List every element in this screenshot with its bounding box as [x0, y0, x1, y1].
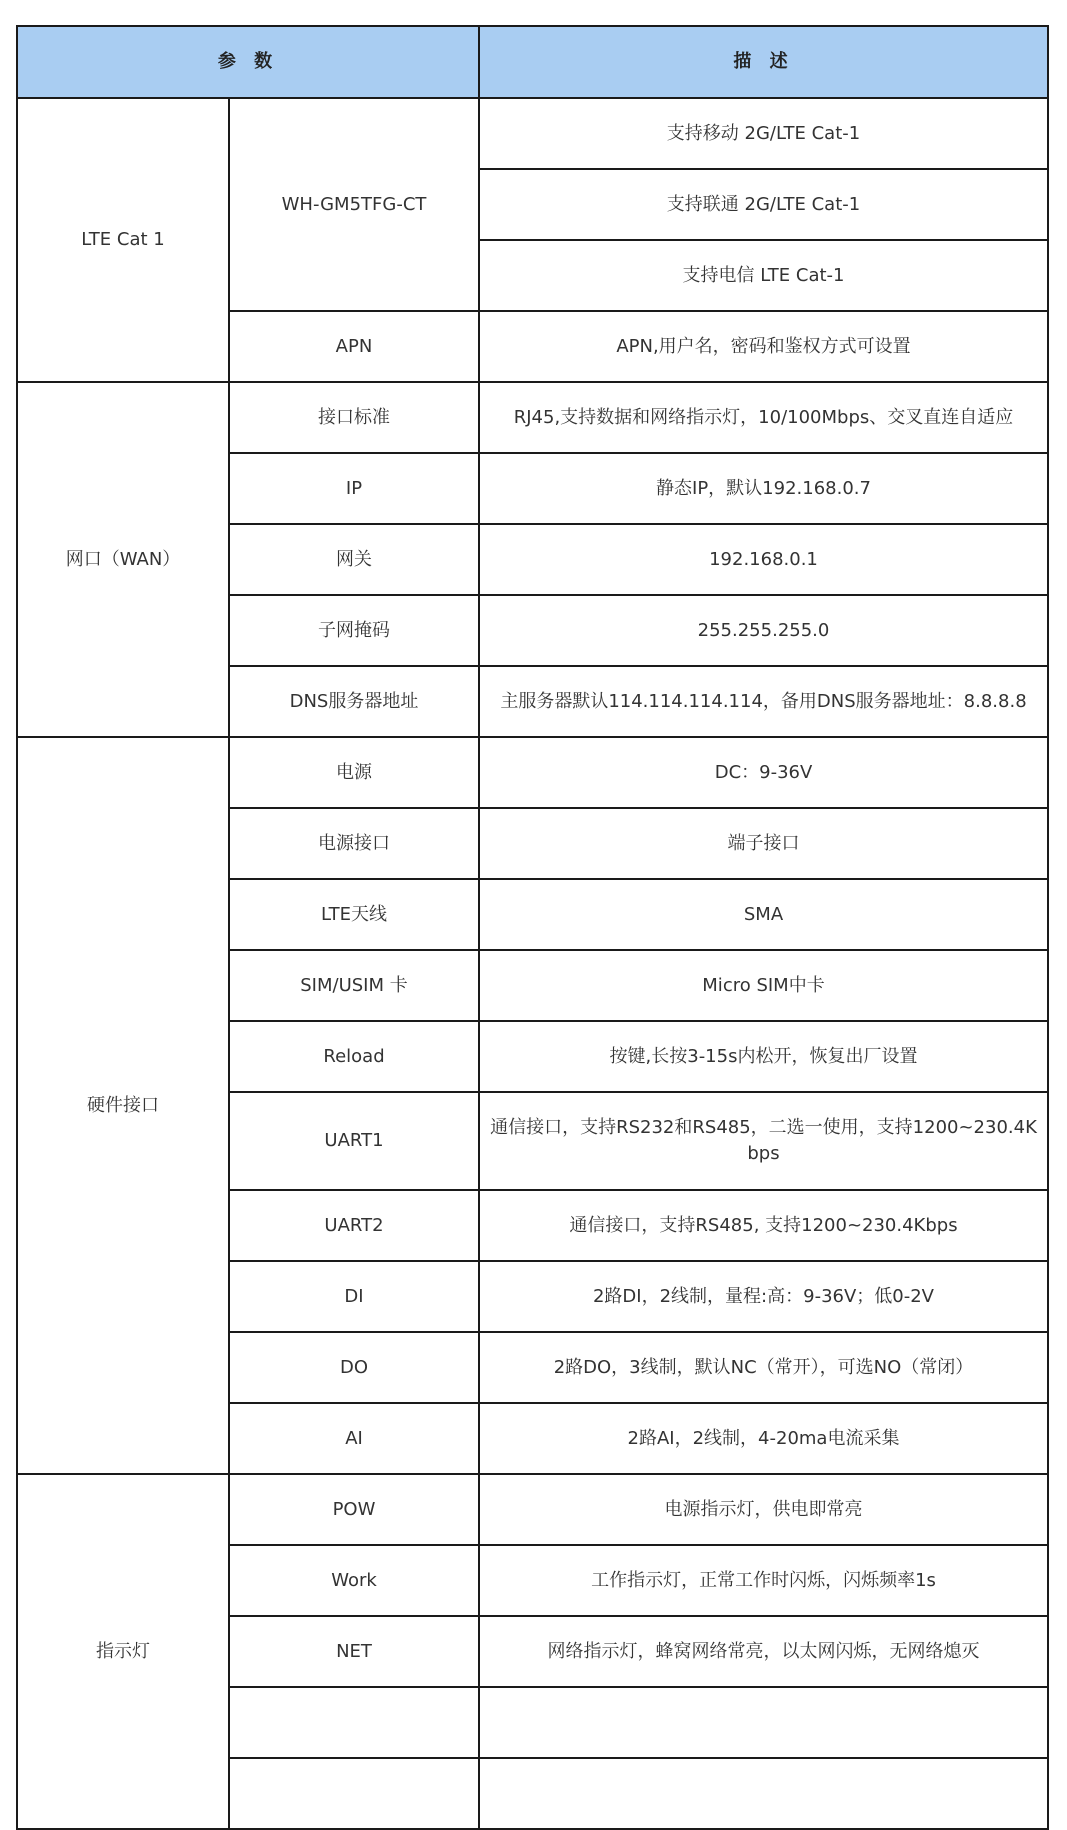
spec-table-wrapper	[16, 25, 1047, 1830]
row-desc: Micro SIM中卡	[479, 950, 1048, 1021]
row-param: AI	[229, 1403, 479, 1474]
row-desc: 按键,长按3-15s内松开，恢复出厂设置	[479, 1021, 1048, 1092]
row-param	[229, 1687, 479, 1758]
row-desc: SMA	[479, 879, 1048, 950]
lte-apn-desc: APN,用户名，密码和鉴权方式可设置	[479, 311, 1048, 382]
group-label-hardware: 硬件接口	[17, 737, 229, 1474]
row-param: DNS服务器地址	[229, 666, 479, 737]
row-desc: 端子接口	[479, 808, 1048, 879]
table-row	[17, 98, 1048, 169]
lte-apn-param: APN	[229, 311, 479, 382]
group-label-wan: 网口（WAN）	[17, 382, 229, 737]
row-param: 子网掩码	[229, 595, 479, 666]
row-param: SIM/USIM 卡	[229, 950, 479, 1021]
row-param: 电源	[229, 737, 479, 808]
row-desc: 2路AI，2线制，4-20ma电流采集	[479, 1403, 1048, 1474]
header-desc: 描 述	[479, 26, 1048, 98]
table-row	[17, 382, 1048, 453]
lte-model: WH-GM5TFG-CT	[229, 98, 479, 311]
row-param: DO	[229, 1332, 479, 1403]
lte-desc-mobile: 支持移动 2G/LTE Cat-1	[479, 98, 1048, 169]
row-desc: RJ45,支持数据和网络指示灯，10/100Mbps、交叉直连自适应	[479, 382, 1048, 453]
row-param: UART2	[229, 1190, 479, 1261]
row-desc: 2路DI，2线制，量程:高：9-36V；低0-2V	[479, 1261, 1048, 1332]
lte-desc-unicom: 支持联通 2G/LTE Cat-1	[479, 169, 1048, 240]
row-desc	[479, 1687, 1048, 1758]
row-param: LTE天线	[229, 879, 479, 950]
row-desc	[479, 1758, 1048, 1829]
table-row	[17, 1474, 1048, 1545]
row-desc: 工作指示灯，正常工作时闪烁，闪烁频率1s	[479, 1545, 1048, 1616]
row-param: NET	[229, 1616, 479, 1687]
row-desc: 通信接口，支持RS232和RS485，二选一使用，支持1200~230.4Kbps	[479, 1092, 1048, 1190]
row-param: 网关	[229, 524, 479, 595]
row-desc: 2路DO，3线制，默认NC（常开），可选NO（常闭）	[479, 1332, 1048, 1403]
row-param: UART1	[229, 1092, 479, 1190]
row-param	[229, 1758, 479, 1829]
lte-desc-telecom: 支持电信 LTE Cat-1	[479, 240, 1048, 311]
row-desc: 通信接口，支持RS485, 支持1200~230.4Kbps	[479, 1190, 1048, 1261]
row-param: IP	[229, 453, 479, 524]
row-param: 接口标准	[229, 382, 479, 453]
row-param: Work	[229, 1545, 479, 1616]
header-param: 参 数	[17, 26, 479, 98]
table-header-row	[17, 26, 1048, 98]
row-desc: 192.168.0.1	[479, 524, 1048, 595]
row-desc: 主服务器默认114.114.114.114，备用DNS服务器地址：8.8.8.8	[479, 666, 1048, 737]
row-desc: 网络指示灯，蜂窝网络常亮，以太网闪烁，无网络熄灭	[479, 1616, 1048, 1687]
row-param: 电源接口	[229, 808, 479, 879]
row-desc: DC：9-36V	[479, 737, 1048, 808]
table-row	[17, 737, 1048, 808]
row-param: DI	[229, 1261, 479, 1332]
group-label-lte: LTE Cat 1	[17, 98, 229, 382]
row-param: Reload	[229, 1021, 479, 1092]
row-desc: 静态IP，默认192.168.0.7	[479, 453, 1048, 524]
group-label-indicator: 指示灯	[17, 1474, 229, 1829]
spec-table	[16, 25, 1049, 1830]
row-param: POW	[229, 1474, 479, 1545]
row-desc: 电源指示灯，供电即常亮	[479, 1474, 1048, 1545]
row-desc: 255.255.255.0	[479, 595, 1048, 666]
